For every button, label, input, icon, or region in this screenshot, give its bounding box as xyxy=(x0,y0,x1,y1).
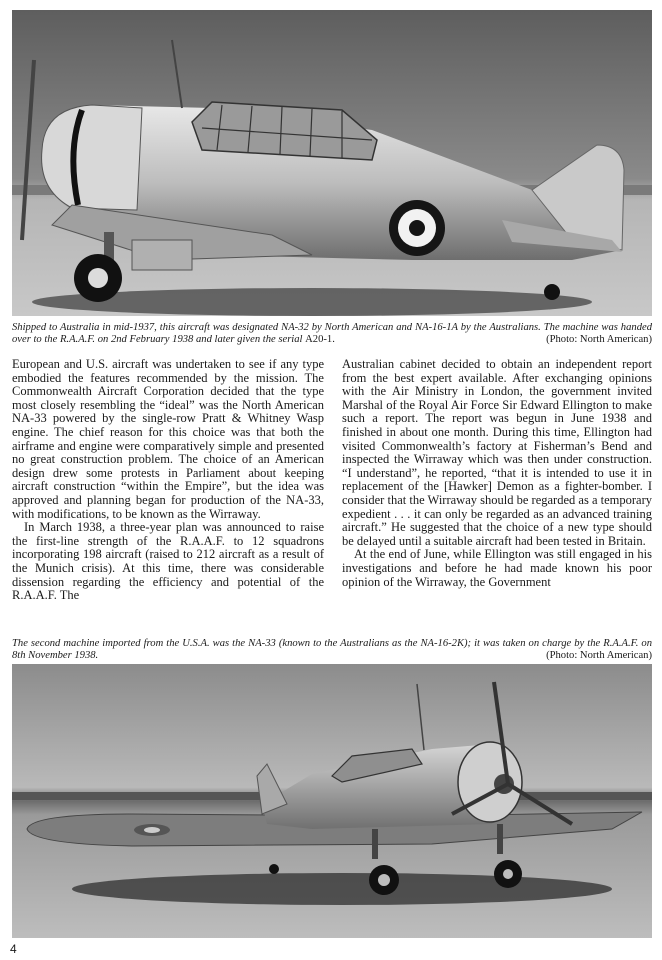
photo2-credit: (Photo: North American) xyxy=(546,649,652,661)
body-paragraph: European and U.S. aircraft was undertaken to see if any type embodied the features recommended by the mission. The Commonwealth Aircraft Corporation decided that the type most closely resembling the “ideal” was the North American NA-33 powered by the single-row Pratt & Whitney Wasp engine. The chief reason for this choice was that both the airframe and engine were comparatively simple and presented no great construction problem. The choice of an American design drew some protests in Parliament about keeping aircraft construction “within the Empire”, but the idea was approved and planning began for production of the NA-33, with modifications, to be known as the Wirraway. xyxy=(12,357,324,521)
body-paragraph: Australian cabinet decided to obtain an independent report from the best expert available. After exchanging opinions with the Air Ministry in London, the government invited Marshal of the Royal Air Force Sir Edward Ellington to make such a report. The report was begun in June 1938 and finished in about one month. During this time, Ellington had visited Commonwealth’s factory at Fisherman’s Bend and inspected the Wirraway which was then under construction. “I understand”, he reported, “that it is intended to use it in replacement of the [Hawker] Demon as a fighter-bomber. I consider that the Wirraway should be regarded as a temporary expedient . . . it can only be regarded as an advanced training aircraft.” He suggested that the choice of a new type should be delayed until a suitable aircraft had been tested in Britain. xyxy=(342,357,652,548)
body-paragraph: At the end of June, while Ellington was still engaged in his investigations and before he had made known his poor opinion of the Wirraway, the Government xyxy=(342,547,652,589)
photo1-caption-serial: A20-1. xyxy=(305,333,335,345)
photo2-caption-text: The second machine imported from the U.S.A. was the NA-33 (known to the Australians as the NA-16-2K); it was taken on charge by the R.A.A.F. on 8th November 1938. xyxy=(12,638,652,661)
photo1-credit: (Photo: North American) xyxy=(546,333,652,345)
aircraft-photo-graphic xyxy=(12,10,652,316)
photo1-caption xyxy=(12,322,652,345)
photo-na33-aircraft xyxy=(12,664,652,938)
photo1-caption-text: Shipped to Australia in mid-1937, this aircraft was designated NA-32 by North American and NA-16-1A by the Australians. The machine was handed over to the R.A.A.F. on 2nd February 1938 and later given the serial xyxy=(12,322,652,345)
body-column-right xyxy=(342,358,652,589)
photo-na32-aircraft xyxy=(12,10,652,316)
body-column-left xyxy=(12,358,324,603)
body-paragraph: In March 1938, a three-year plan was announced to raise the first-line strength of the R.A.A.F. to 12 squadrons incorporating 198 aircraft (raised to 212 aircraft as a result of the Munich crisis). At this time, there was considerable dissension regarding the efficiency and potential of the R.A.A.F. The xyxy=(12,520,324,603)
photo2-caption xyxy=(12,638,652,661)
page-number: 4 xyxy=(10,942,17,956)
aircraft-photo-graphic xyxy=(12,664,652,938)
